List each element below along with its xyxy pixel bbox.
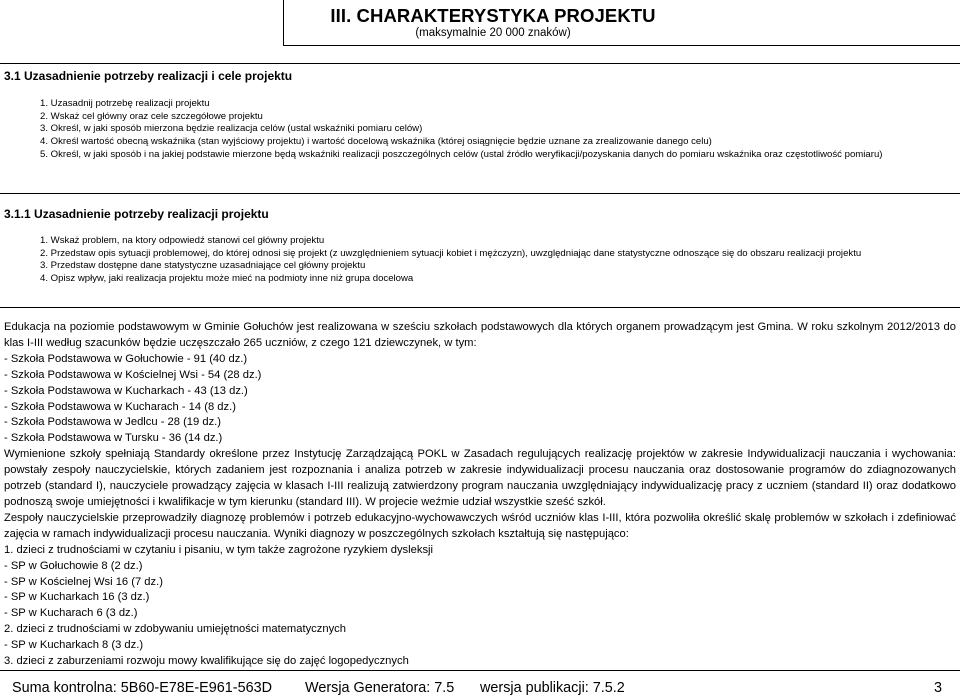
diagnosis-item: - SP w Kucharkach 16 (3 dz.) [4, 591, 150, 604]
standards-paragraph: Wymienione szkoły spełniają Standardy określone przez Instytucję Zarządzającą POKL w Zasadach regulujących realizację projektów w zakresie Indywidualizacji nauczania i wychowania: powstały zespoły nauczycielskie, których zadaniem jest rozpoznania i analiza potrzeb w zakresie indywidualizacji procesu nauczania oraz dostosowanie programów do zdiagnozowanych potrzeb (standard I), nauczyciele prowadzący zajęcia w klasach I-III realizują zatwierdzony program nauczania uwzględniający indywidualizację pracy z uczniem (standard II) oraz dodatkowo podnoszą swoje umiejętności i kwalifikacje w tym kierunku (standard III). W projecie weźmie udział wszystkie sześć szkół. [4, 448, 956, 508]
section-3-1-heading: 3.1 Uzasadnienie potrzeby realizacji i cele projektu [4, 69, 293, 83]
school-item: - Szkoła Podstawowa w Gołuchowie - 91 (40 dz.) [4, 352, 248, 365]
section-body [4, 320, 956, 670]
diagnosis-item: 3. dzieci z zaburzeniami rozwoju mowy kwalifikujące się do zajęć logopedycznych [4, 655, 409, 668]
school-item: - Szkoła Podstawowa w Tursku - 36 (14 dz.) [4, 432, 223, 445]
instruction-item: 1. Wskaż problem, na ktory odpowiedź stanowi cel główny projektu [40, 235, 325, 246]
diagnosis-item: 1. dzieci z trudnościami w czytaniu i pisaniu, w tym także zagrożone ryzykiem dysleksji [4, 543, 434, 556]
diagnosis-item: 2. dzieci z trudnościami w zdobywaniu umiejętności matematycznych [4, 623, 346, 636]
diagnosis-item: - SP w Kucharkach 8 (3 dz.) [4, 639, 144, 652]
instruction-item: 4. Określ wartość obecną wskaźnika (stan wyjściowy projektu) i wartość docelową wskaźnika (której osiągnięcie będzie uznane za zrealizowanie danego celu) [40, 136, 712, 148]
diagnosis-paragraph: Zespoły nauczycielskie przeprowadziły diagnozę problemów i potrzeb edukacyjno-wychowawczych wśród uczniów klas I-III, która pozwoliła określić skalę problemów w szkołach i zdefiniować zajęcia w ramach indywidualizacji procesu nauczania. Wyniki diagnozy w poszczególnych szkołach kształtują się następująco: [4, 511, 956, 540]
school-item: - Szkoła Podstawowa w Jedlcu - 28 (19 dz.) [4, 416, 222, 429]
school-item: - Szkoła Podstawowa w Kościelnej Wsi - 54 (28 dz.) [4, 368, 262, 381]
diagnosis-item: - SP w Kościelnej Wsi 16 (7 dz.) [4, 575, 163, 588]
instruction-item: 2. Wskaż cel główny oraz cele szczegółowe projektu [40, 110, 263, 122]
generator-version: Wersja Generatora: 7.5 [305, 680, 455, 696]
school-item: - Szkoła Podstawowa w Kucharkach - 43 (13 dz.) [4, 384, 248, 397]
instruction-item: 3. Określ, w jaki sposób mierzona będzie realizacja celów (ustal wskaźniki pomiaru celów) [40, 123, 423, 135]
section-3-1-1-heading: 3.1.1 Uzasadnienie potrzeby realizacji projektu [4, 207, 269, 221]
checksum-text: Suma kontrolna: 5B60-E78E-E961-563D [12, 680, 272, 696]
page-subtitle: (maksymalnie 20 000 znaków) [415, 27, 571, 39]
publication-version: wersja publikacji: 7.5.2 [480, 680, 625, 696]
instruction-item: 5. Określ, w jaki sposób i na jakiej podstawie mierzone będą wskaźniki realizacji poszczególnych celów (ustal źródło weryfikacji/pozyskania danych do pomiaru wskaźnika oraz częstotliwość pomiaru) [40, 148, 883, 160]
section-3-1-instructions [40, 98, 955, 162]
instruction-item: 1. Uzasadnij potrzebę realizacji projektu [40, 98, 210, 109]
instruction-item: 2. Przedstaw opis sytuacji problemowej, do której odnosi się projekt (z uwzględnieniem sytuacji kobiet i mężczyzn), uwzględniając dane statystyczne odnoszące się do obszaru realizacji projektu [40, 247, 862, 259]
page-footer [0, 670, 960, 698]
intro-paragraph: Edukacja na poziomie podstawowym w Gminie Gołuchów jest realizowana w sześciu szkołach podstawowych dla których organem prowadzącym jest Gmina. W roku szkolnym 2012/2013 do klas I-III według szacunków będzie uczęszczało 265 uczniów, z czego 121 dziewczynek, w tym: [4, 321, 956, 349]
school-item: - Szkoła Podstawowa w Kucharach - 14 (8 dz.) [4, 400, 236, 413]
section-3-1-1-instructions [40, 235, 955, 286]
instruction-item: 3. Przedstaw dostępne dane statystyczne uzasadniające cel główny projektu [40, 260, 366, 272]
diagnosis-item: - SP w Kucharach 6 (3 dz.) [4, 607, 138, 620]
instruction-item: 4. Opisz wpływ, jaki realizacja projektu może mieć na podmioty inne niż grupa docelowa [40, 273, 414, 285]
page-number: 3 [934, 680, 943, 696]
page-title: III. CHARAKTERYSTYKA PROJEKTU [330, 5, 656, 26]
diagnosis-item: - SP w Gołuchowie 8 (2 dz.) [4, 559, 143, 572]
